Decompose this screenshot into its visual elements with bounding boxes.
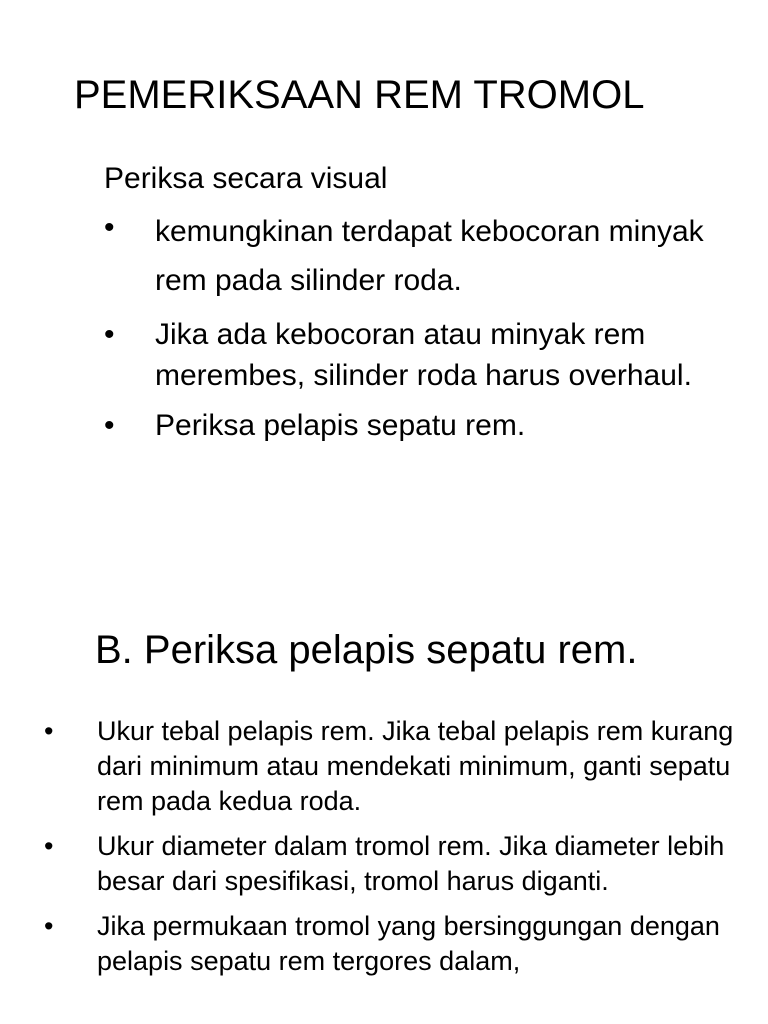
- list-item: [104, 314, 744, 396]
- list-item: [104, 207, 744, 305]
- bullet-icon: •: [44, 831, 54, 861]
- intro-text: Periksa secara visual: [104, 162, 388, 195]
- list-item-text: Periksa pelapis sepatu rem.: [155, 409, 526, 442]
- slide-title: B. Periksa pelapis sepatu rem.: [95, 628, 638, 672]
- slide-periksa-pelapis-sepatu-rem: [0, 512, 768, 1024]
- list-item-text: Jika permukaan tromol yang bersinggungan dengan pelapis sepatu rem tergores dalam,: [97, 911, 720, 976]
- bullet-list: [104, 207, 744, 455]
- list-item: [44, 829, 744, 899]
- list-item-text: Ukur diameter dalam tromol rem. Jika diameter lebih besar dari spesifikasi, tromol harus diganti.: [97, 831, 725, 896]
- bullet-icon: •: [44, 716, 54, 746]
- list-item-text: kemungkinan terdapat kebocoran minyak rem pada silinder roda.: [155, 215, 704, 297]
- list-item: [104, 405, 744, 446]
- list-item: [44, 909, 744, 979]
- bullet-icon: •: [104, 211, 115, 244]
- bullet-list: [44, 714, 744, 989]
- bullet-icon: •: [44, 911, 54, 941]
- bullet-icon: •: [104, 318, 115, 351]
- bullet-icon: •: [104, 409, 115, 442]
- list-item-text: Jika ada kebocoran atau minyak rem merembes, silinder roda harus overhaul.: [155, 318, 692, 392]
- list-item: [44, 714, 744, 819]
- list-item-text: Ukur tebal pelapis rem. Jika tebal pelapis rem kurang dari minimum atau mendekati minimum, ganti sepatu rem pada kedua roda.: [97, 716, 734, 816]
- slide-title: PEMERIKSAAN REM TROMOL: [74, 73, 645, 117]
